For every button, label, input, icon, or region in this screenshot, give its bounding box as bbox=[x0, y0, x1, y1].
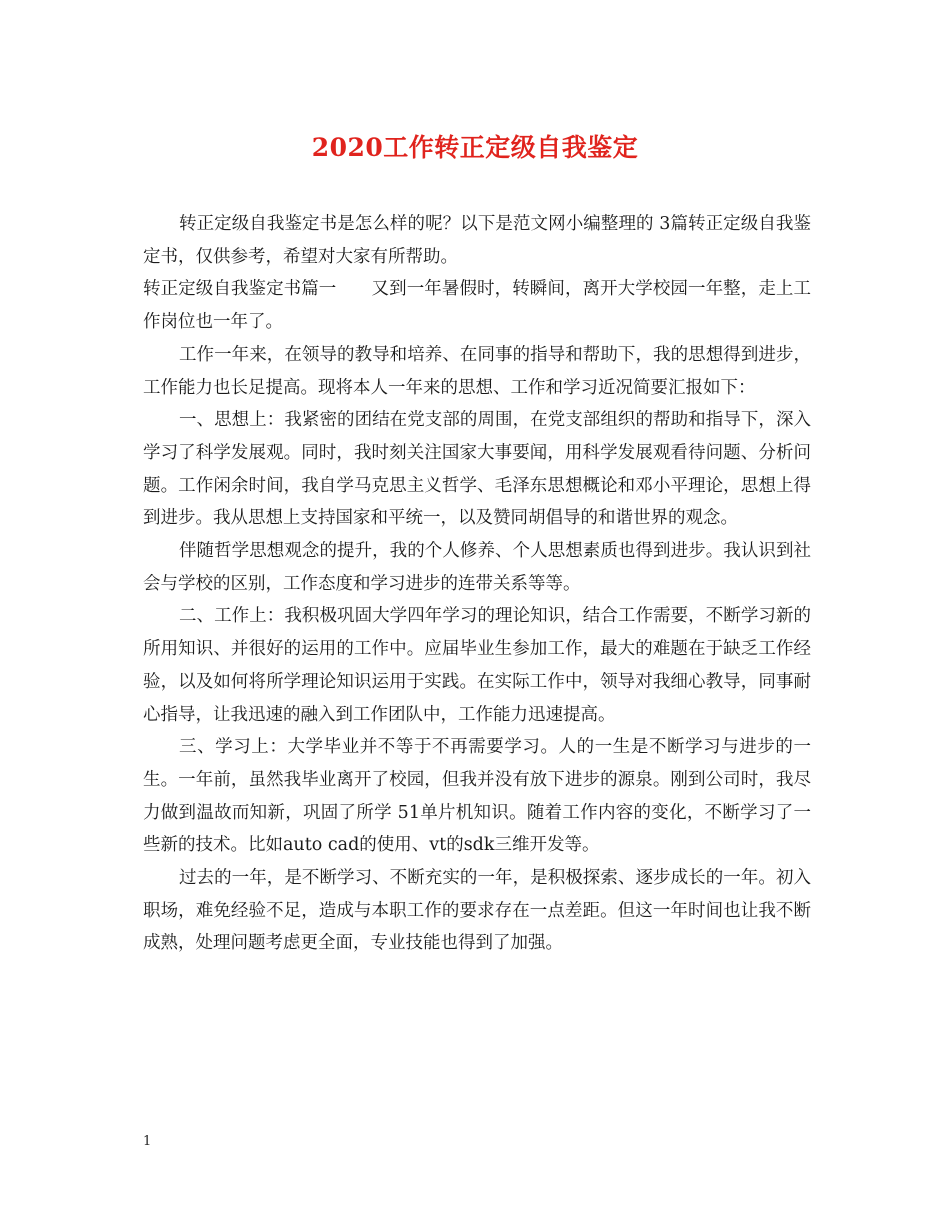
paragraph-philosophy: 伴随哲学思想观念的提升，我的个人修养、个人思想素质也得到进步。我认识到社会与学校的区别，工作态度和学习进步的连带关系等等。 bbox=[143, 541, 811, 594]
document-body bbox=[143, 208, 811, 960]
page-number: 1 bbox=[143, 1134, 152, 1149]
paragraph-study: 三、学习上：大学毕业并不等于不再需要学习。人的一生是不断学习与进步的一生。一年前，虽然我毕业离开了校园，但我并没有放下进步的源泉。刚到公司时，我尽力做到温故而知新，巩固了所学 51单片机知识。随着工作内容的变化，不断学习了一些新的技术。比如auto cad的使用、vt的sdk三维开发等。 bbox=[143, 737, 811, 856]
page-title: 2020工作转正定级自我鉴定 bbox=[311, 133, 639, 162]
paragraph-thought: 一、思想上：我紧密的团结在党支部的周围，在党支部组织的帮助和指导下，深入学习了科学发展观。同时，我时刻关注国家大事要闻，用科学发展观看待问题、分析问题。工作闲余时间，我自学马克思主义哲学、毛泽东思想概论和邓小平理论，思想上得到进步。我从思想上支持国家和平统一，以及赞同胡倡导的和谐世界的观念。 bbox=[143, 410, 811, 529]
paragraph-section-heading: 转正定级自我鉴定书篇一 又到一年暑假时，转瞬间，离开大学校园一年整，走上工作岗位也一年了。 bbox=[143, 279, 811, 333]
paragraph-work: 二、工作上：我积极巩固大学四年学习的理论知识，结合工作需要，不断学习新的所用知识、并很好的运用的工作中。应届毕业生参加工作，最大的难题在于缺乏工作经验，以及如何将所学理论知识运用于实践。在实际工作中，领导对我细心教导，同事耐心指导，让我迅速的融入到工作团队中，工作能力迅速提高。 bbox=[143, 606, 811, 725]
paragraph-summary: 过去的一年，是不断学习、不断充实的一年，是积极探索、逐步成长的一年。初入职场，难免经验不足，造成与本职工作的要求存在一点差距。但这一年时间也让我不断成熟，处理问题考虑更全面，专业技能也得到了加强。 bbox=[143, 868, 811, 954]
paragraph-overview: 工作一年来，在领导的教导和培养、在同事的指导和帮助下，我的思想得到进步，工作能力也长足提高。现将本人一年来的思想、工作和学习近况简要汇报如下： bbox=[143, 344, 811, 398]
paragraph-intro: 转正定级自我鉴定书是怎么样的呢？以下是范文网小编整理的 3篇转正定级自我鉴定书，仅供参考，希望对大家有所帮助。 bbox=[143, 214, 811, 267]
